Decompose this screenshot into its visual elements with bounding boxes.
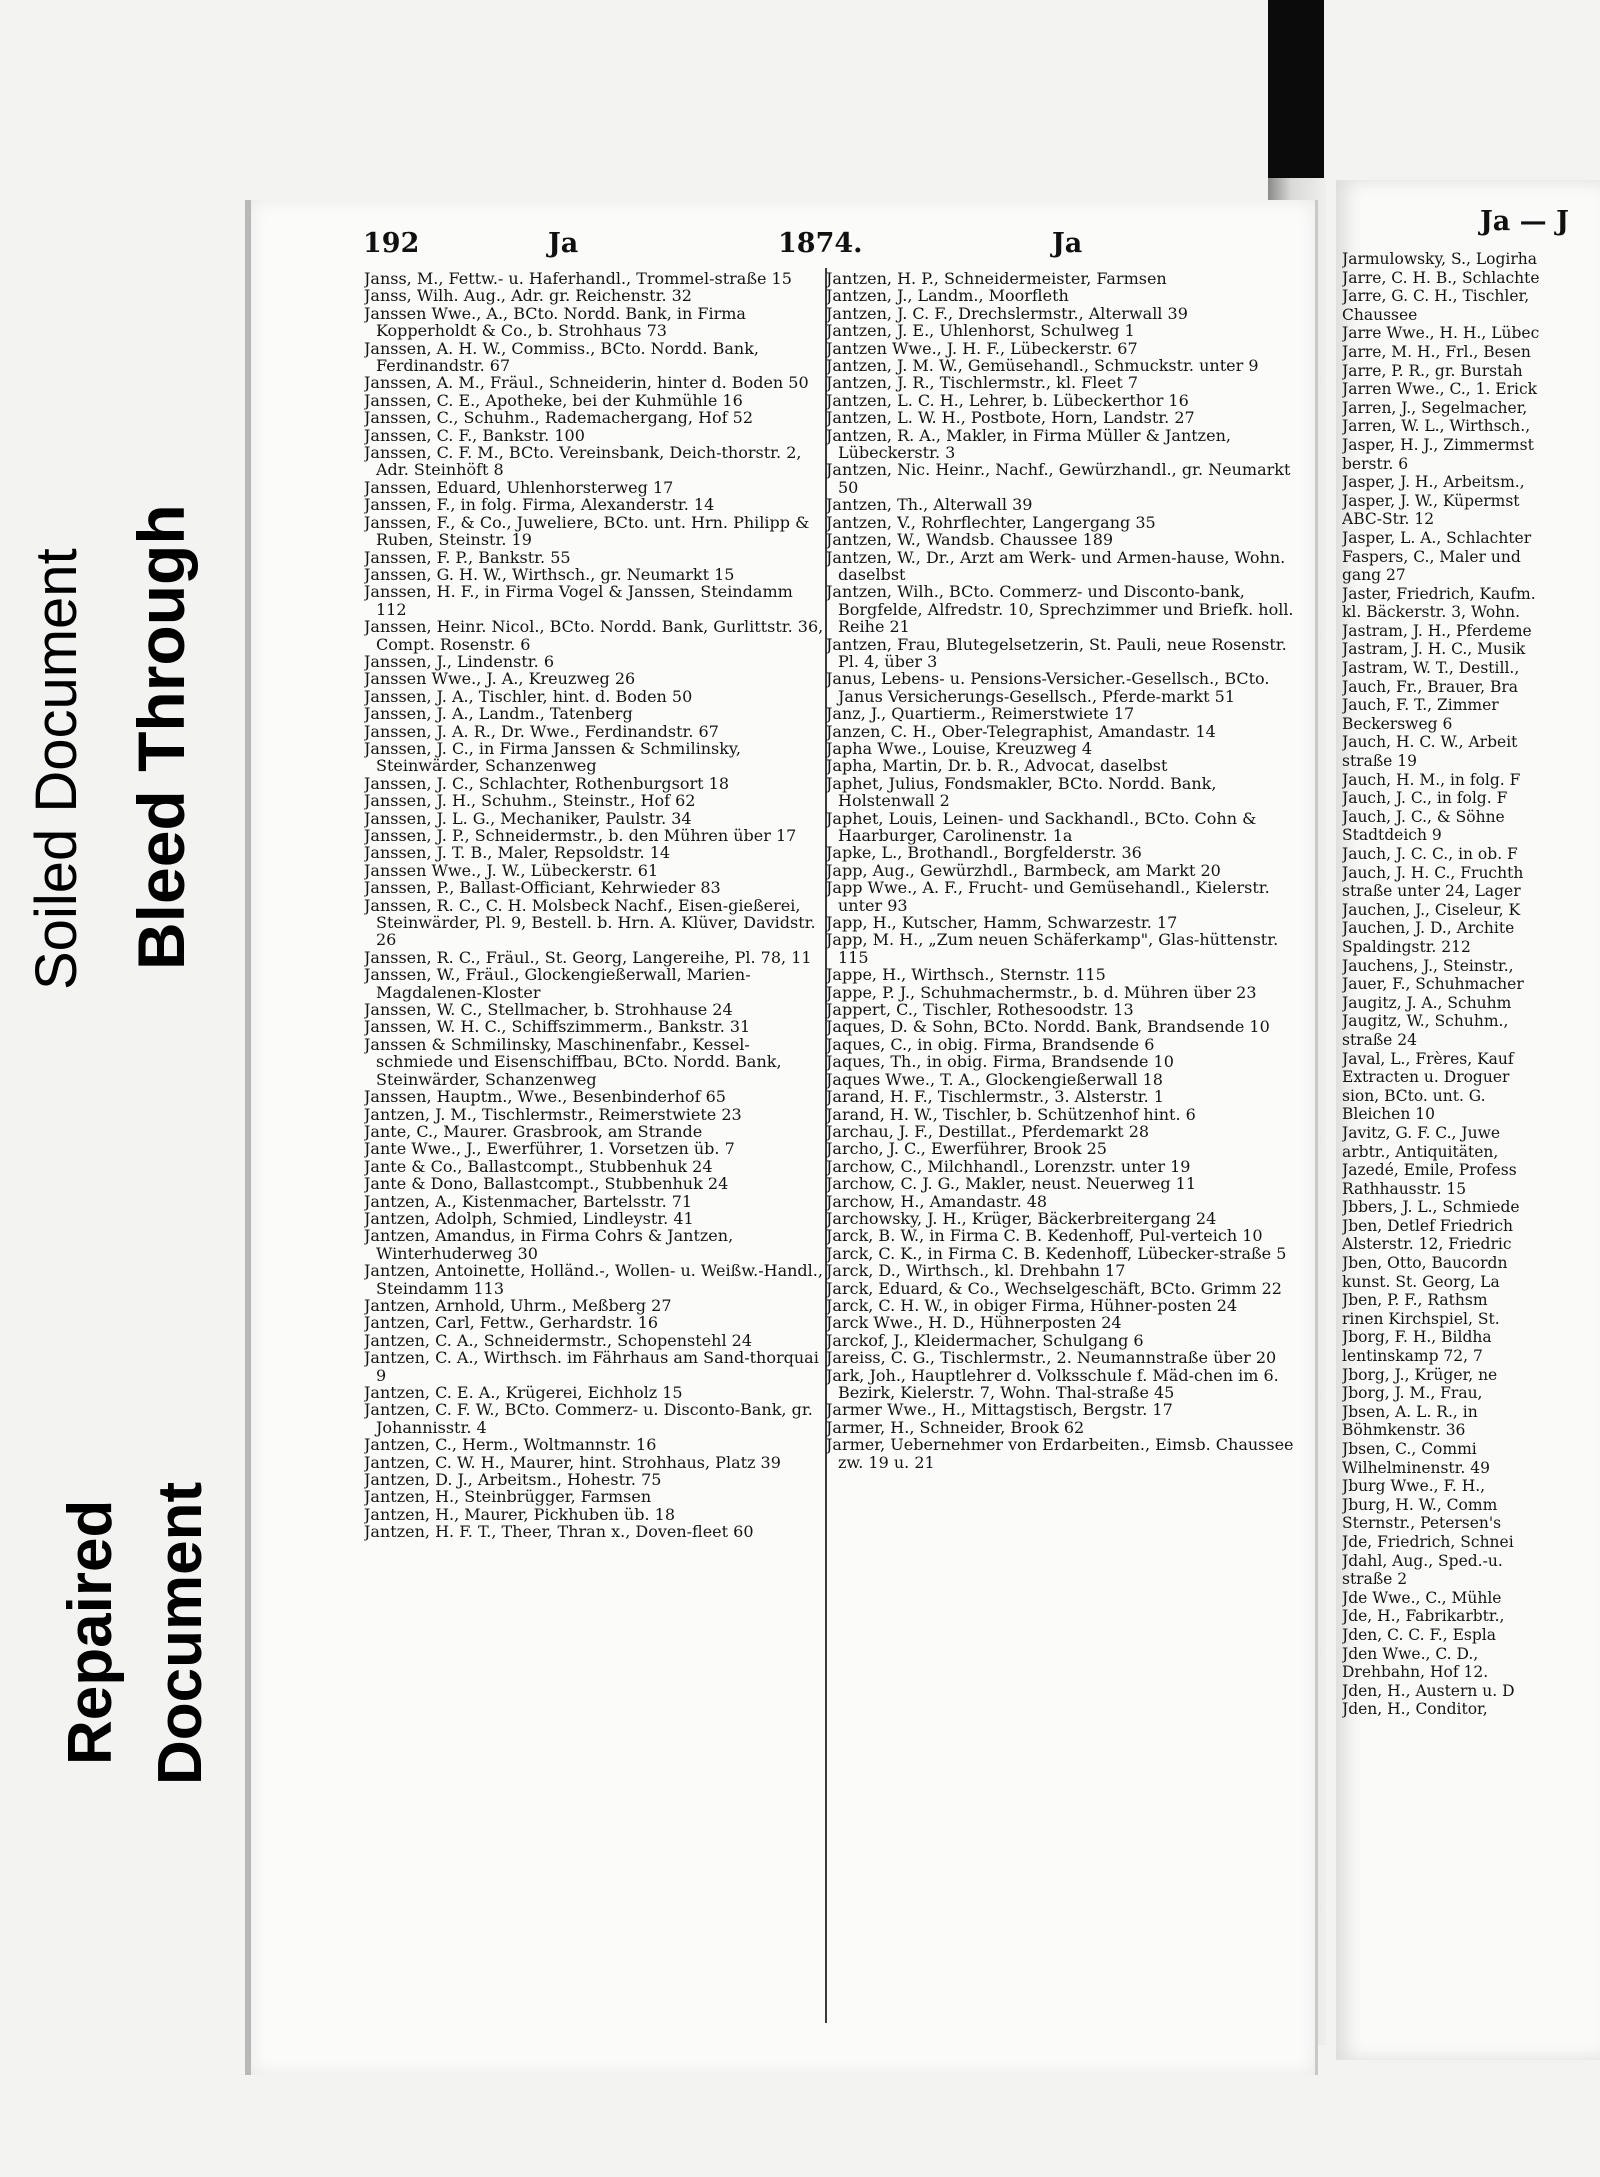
directory-entry: Jantzen, H., Steinbrügger, Farmsen [364, 1487, 652, 1507]
directory-entry: Jarckof, J., Kleidermacher, Schulgang 6 [826, 1330, 1144, 1350]
directory-entry: Janssen, H. F., in Firma Vogel & Janssen, Steindamm 112 [364, 582, 793, 619]
directory-entry: Jde, Friedrich, Schnei [1342, 1532, 1514, 1551]
directory-entry: Janzen, C. H., Ober-Telegraphist, Amandastr. 14 [826, 721, 1216, 741]
directory-entry: Japke, L., Brothandl., Borgfelderstr. 36 [826, 843, 1142, 863]
directory-entry: straße unter 24, Lager [1342, 882, 1521, 901]
directory-entry: Jaques, D. & Sohn, BCto. Nordd. Bank, Brandsende 10 [826, 1017, 1270, 1037]
directory-entry: Jaques, C., in obig. Firma, Brandsende 6 [826, 1034, 1155, 1054]
directory-entry: Japp, Aug., Gewürzhdl., Barmbeck, am Markt 20 [826, 860, 1221, 880]
directory-entry: Chaussee [1342, 305, 1418, 324]
directory-entry: Janssen, C. E., Apotheke, bei der Kuhmühle 16 [364, 390, 743, 410]
directory-column-left [364, 270, 826, 2035]
directory-entry: Janssen, J. P., Schneidermstr., b. den Mühren über 17 [364, 826, 797, 845]
directory-entry: Jauch, H. C. W., Arbeit [1342, 733, 1518, 752]
directory-entry: Janssen, F. P., Bankstr. 55 [364, 547, 571, 567]
directory-entry: Jantzen, Arnhold, Uhrm., Meßberg 27 [364, 1295, 672, 1315]
directory-entry: Jantzen, J. M. W., Gemüsehandl., Schmuckstr. unter 9 [826, 356, 1259, 376]
directory-entry: straße 19 [1342, 752, 1418, 771]
directory-entry: Jantzen, Frau, Blutegelsetzerin, St. Pauli, neue Rosenstr. Pl. 4, über 3 [826, 634, 1287, 671]
directory-entry: berstr. 6 [1342, 454, 1409, 473]
directory-entry: Janssen Wwe., J. W., Lübeckerstr. 61 [364, 860, 659, 880]
directory-entry: Janssen, Hauptm., Wwe., Besenbinderhof 65 [364, 1087, 726, 1107]
directory-entry: Jantzen Wwe., J. H. F., Lübeckerstr. 67 [826, 338, 1138, 358]
directory-entry: Janssen, J. L. G., Mechaniker, Paulstr. 34 [364, 808, 692, 828]
directory-entry: Jben, Detlef Friedrich [1342, 1216, 1514, 1235]
directory-entry: Jarre, M. H., Frl., Besen [1342, 342, 1531, 361]
directory-entry: Jarre Wwe., H. H., Lübec [1342, 324, 1540, 343]
directory-entry: kunst. St. Georg, La [1342, 1272, 1500, 1291]
directory-entry: arbtr., Antiquitäten, [1342, 1142, 1499, 1161]
directory-entry: Jarren Wwe., C., 1. Erick [1342, 380, 1538, 399]
directory-entry: Japhet, Julius, Fondsmakler, BCto. Nordd. Bank, Holstenwall 2 [826, 773, 1217, 811]
directory-entry: Jburg Wwe., F. H., [1342, 1477, 1486, 1496]
directory-column-right [1342, 250, 1600, 2055]
directory-entry: Janssen Wwe., A., BCto. Nordd. Bank, in Firma Kopperholdt & Co., b. Strohhaus 73 [364, 303, 746, 341]
directory-entry: Janssen, G. H. W., Wirthsch., gr. Neumarkt 15 [364, 564, 735, 584]
directory-entry: Jauch, J. C., in folg. F [1342, 789, 1508, 808]
directory-entry: Japhet, Louis, Leinen- und Sackhandl., BCto. Cohn & Haarburger, Carolinenstr. 1a [826, 808, 1257, 845]
directory-entry: Beckersweg 6 [1342, 714, 1453, 733]
directory-entry: Jark, Joh., Hauptlehrer d. Volksschule f. Mäd-chen im 6. Bezirk, Kielerstr. 7, Wohn. Thal-straße 45 [826, 1365, 1279, 1402]
directory-entry: Jarchau, J. F., Destillat., Pferdemarkt 28 [826, 1121, 1150, 1141]
directory-entry: Jarcho, J. C., Ewerführer, Brook 25 [826, 1139, 1107, 1159]
directory-entry: Jappe, H., Wirthsch., Sternstr. 115 [826, 965, 1106, 985]
directory-entry: Janssen, A. H. W., Commiss., BCto. Nordd. Bank, Ferdinandstr. 67 [364, 338, 759, 376]
directory-entry: Jben, P. F., Rathsm [1342, 1291, 1488, 1310]
directory-entry: Jarren, J., Segelmacher, [1342, 398, 1528, 417]
directory-entry: Jaster, Friedrich, Kaufm. [1342, 584, 1536, 603]
directory-entry: Janss, M., Fettw.- u. Haferhandl., Trommel-straße 15 [364, 270, 792, 288]
directory-entry: Jden, C. C. F., Espla [1342, 1625, 1496, 1644]
directory-entry: Jantzen, Antoinette, Holländ.-, Wollen- u. Weißw.-Handl., Steindamm 113 [364, 1261, 823, 1298]
directory-entry: Jauch, J. C., & Söhne [1342, 807, 1505, 826]
directory-entry: Jantzen, W., Wandsb. Chaussee 189 [826, 530, 1114, 550]
directory-entry: Jante, C., Maurer. Grasbrook, am Strande [364, 1121, 703, 1141]
directory-entry: Javal, L., Frères, Kauf [1342, 1049, 1514, 1068]
directory-entry: Jantzen, H., Maurer, Pickhuben üb. 18 [364, 1504, 676, 1524]
directory-entry: Jantzen, J. C. F., Drechslermstr., Alterwall 39 [826, 303, 1188, 323]
directory-entry: Jarre, P. R., gr. Burstah [1342, 361, 1523, 380]
directory-entry: Janssen, C. F., Bankstr. 100 [364, 425, 585, 445]
directory-entry: Spaldingstr. 212 [1342, 937, 1471, 956]
directory-entry: Jastram, W. T., Destill., [1342, 659, 1520, 678]
directory-entry: Jarck, C. K., in Firma C. B. Kedenhoff, Lübecker-straße 5 [826, 1243, 1287, 1263]
directory-entry: sion, BCto. unt. G. [1342, 1086, 1486, 1105]
directory-entry: Jarmer, H., Schneider, Brook 62 [826, 1417, 1085, 1437]
directory-entry: Extracten u. Droguer [1342, 1068, 1510, 1087]
directory-entry: Jantzen, Nic. Heinr., Nachf., Gewürzhandl., gr. Neumarkt 50 [826, 460, 1291, 497]
directory-entry: Jappe, P. J., Schuhmachermstr., b. d. Mühren über 23 [826, 982, 1257, 1002]
directory-entry: Jarck, Eduard, & Co., Wechselgeschäft, BCto. Grimm 22 [826, 1278, 1282, 1298]
directory-entry: Janssen, J. C., Schlachter, Rothenburgsort 18 [364, 773, 729, 793]
directory-entry: Janssen, Eduard, Uhlenhorsterweg 17 [364, 477, 674, 497]
directory-entry: rinen Kirchspiel, St. [1342, 1309, 1500, 1328]
directory-entry: Böhmkenstr. 36 [1342, 1421, 1466, 1440]
directory-entry: Janssen, C., Schuhm., Rademachergang, Hof 52 [364, 408, 754, 428]
directory-entry: Janssen, J., Lindenstr. 6 [364, 651, 554, 671]
directory-entry: Jburg, H. W., Comm [1342, 1495, 1498, 1514]
directory-entry: Jantzen, W., Dr., Arzt am Werk- und Armen-hause, Wohn. daselbst [826, 547, 1286, 584]
directory-entry: Jarmer, Uebernehmer von Erdarbeiten., Eimsb. Chaussee zw. 19 u. 21 [826, 1435, 1294, 1472]
directory-entry: kl. Bäckerstr. 3, Wohn. [1342, 603, 1521, 622]
directory-entry: Jarck, C. H. W., in obiger Firma, Hühner-posten 24 [826, 1295, 1238, 1315]
directory-entry: Jarand, H. W., Tischler, b. Schützenhof hint. 6 [826, 1104, 1196, 1124]
directory-entry: Jante & Co., Ballastcompt., Stubbenhuk 24 [364, 1156, 713, 1176]
directory-entry: Jauchen, J. D., Archite [1342, 919, 1515, 938]
directory-entry: Jarck, D., Wirthsch., kl. Drehbahn 17 [826, 1261, 1126, 1281]
directory-entry: Jantzen, C. E. A., Krügerei, Eichholz 15 [364, 1383, 683, 1402]
directory-entry: Jante Wwe., J., Ewerführer, 1. Vorsetzen üb. 7 [364, 1139, 735, 1159]
directory-entry: Jde Wwe., C., Mühle [1342, 1588, 1502, 1607]
next-page-header: Ja — J [1480, 206, 1569, 237]
directory-entry: Janssen, P., Ballast-Officiant, Kehrwieder 83 [364, 878, 721, 898]
directory-entry: Jasper, J. H., Arbeitsm., [1342, 473, 1525, 492]
repaired-document-label: Document [146, 1481, 215, 1785]
directory-entry: Jantzen, L. C. H., Lehrer, b. Lübeckerthor 16 [826, 390, 1189, 410]
directory-entry: Janz, J., Quartierm., Reimerstwiete 17 [826, 704, 1135, 724]
directory-entry: Jantzen, C. A., Wirthsch. im Fährhaus am Sand-thorquai 9 [364, 1348, 819, 1385]
directory-entry: Drehbahn, Hof 12. [1342, 1663, 1489, 1682]
directory-entry: Jazedé, Emile, Profess [1342, 1161, 1517, 1180]
directory-entry: Jaugitz, W., Schuhm., [1342, 1012, 1509, 1031]
directory-entry: straße 2 [1342, 1570, 1408, 1589]
directory-entry: Jastram, J. H. C., Musik [1342, 640, 1526, 659]
directory-entry: ABC-Str. 12 [1342, 510, 1435, 529]
directory-entry: Rathhausstr. 15 [1342, 1179, 1467, 1198]
header-key-left: Ja [548, 228, 579, 259]
directory-entry: Jantzen, J., Landm., Moorfleth [826, 286, 1069, 306]
directory-entry: Stadtdeich 9 [1342, 826, 1442, 845]
directory-entry: Jantzen, Carl, Fettw., Gerhardstr. 16 [364, 1313, 659, 1333]
directory-entry: Alsterstr. 12, Friedric [1342, 1235, 1512, 1254]
directory-entry: Bleichen 10 [1342, 1105, 1435, 1124]
directory-entry: Wilhelminenstr. 49 [1342, 1458, 1490, 1477]
header-key-right: Ja [1052, 228, 1083, 259]
directory-entry: Jborg, J., Krüger, ne [1342, 1365, 1498, 1384]
directory-entry: Jaugitz, J. A., Schuhm [1342, 993, 1512, 1012]
directory-entry: Jantzen, V., Rohrflechter, Langergang 35 [826, 512, 1156, 532]
directory-entry: Jaques Wwe., T. A., Glockengießerwall 18 [826, 1069, 1163, 1089]
bleed-through-label: Bleed Through [124, 504, 198, 970]
page-number: 192 [363, 228, 420, 259]
directory-entry: Jantzen, C. W. H., Maurer, hint. Strohhaus, Platz 39 [364, 1452, 781, 1472]
directory-entry: Jasper, L. A., Schlachter [1342, 528, 1532, 547]
directory-entry: Janssen, W. C., Stellmacher, b. Strohhause 24 [364, 1000, 733, 1020]
directory-entry: Jasper, H. J., Zimmermst [1342, 435, 1534, 454]
directory-entry: Jdahl, Aug., Sped.-u. [1342, 1551, 1503, 1570]
directory-entry: Jantzen, H. F. T., Theer, Thran x., Doven-fleet 60 [364, 1522, 754, 1542]
directory-entry: Jarmulowsky, S., Logirha [1342, 250, 1537, 268]
directory-entry: Jantzen, A., Kistenmacher, Bartelsstr. 71 [364, 1191, 693, 1211]
directory-entry: Jborg, F. H., Bildha [1342, 1328, 1492, 1347]
directory-entry: Jantzen, L. W. H., Postbote, Horn, Landstr. 27 [826, 408, 1195, 428]
directory-entry: Jantzen, J. R., Tischlermstr., kl. Fleet 7 [826, 373, 1139, 393]
directory-column-middle [826, 270, 1310, 2035]
directory-entry: Japp, H., Kutscher, Hamm, Schwarzestr. 17 [826, 913, 1178, 933]
directory-entry: Jantzen, Amandus, in Firma Cohrs & Jantzen, Winterhuderweg 30 [364, 1226, 734, 1263]
directory-entry: Janssen Wwe., J. A., Kreuzweg 26 [364, 669, 636, 689]
directory-entry: Jben, Otto, Baucordn [1342, 1254, 1508, 1273]
directory-entry: Jbsen, C., Commi [1342, 1440, 1477, 1458]
directory-entry: Jappert, C., Tischler, Rothesoodstr. 13 [826, 1000, 1134, 1020]
directory-entry: Japha Wwe., Louise, Kreuzweg 4 [826, 738, 1092, 758]
soiled-document-label: Soiled Document [24, 548, 89, 990]
directory-entry: Jauch, F. T., Zimmer [1342, 696, 1499, 715]
directory-entry: Janssen, F., & Co., Juweliere, BCto. unt. Hrn. Philipp & Ruben, Steinstr. 19 [364, 512, 810, 550]
directory-entry: Jauch, H. M., in folg. F [1342, 770, 1521, 789]
directory-entry: Jauch, Fr., Brauer, Bra [1342, 677, 1518, 696]
directory-entry: Jarchowsky, J. H., Krüger, Bäckerbreitergang 24 [826, 1208, 1217, 1228]
directory-entry: Jastram, J. H., Pferdeme [1342, 621, 1532, 640]
directory-entry: Janssen, J. A. R., Dr. Wwe., Ferdinandstr. 67 [364, 721, 719, 741]
directory-entry: Jauchen, J., Ciseleur, K [1342, 900, 1521, 919]
directory-entry: Jantzen, C. F. W., BCto. Commerz- u. Disconto-Bank, gr. Johannisstr. 4 [364, 1400, 813, 1437]
directory-entry: Janssen, J. A., Tischler, hint. d. Boden 50 [364, 686, 693, 706]
directory-entry: Jarchow, H., Amandastr. 48 [826, 1191, 1048, 1211]
directory-entry: Jarren, W. L., Wirthsch., [1342, 417, 1531, 436]
directory-entry: Javitz, G. F. C., Juwe [1342, 1123, 1501, 1142]
directory-entry: Jareiss, C. G., Tischlermstr., 2. Neumannstraße über 20 [826, 1348, 1277, 1368]
directory-entry: Jarand, H. F., Tischlermstr., 3. Alsterstr. 1 [826, 1087, 1164, 1107]
directory-entry: Jden Wwe., C. D., [1342, 1644, 1479, 1663]
directory-entry: Jarchow, C. J. G., Makler, neust. Neuerweg 11 [826, 1174, 1197, 1194]
directory-entry: Janssen, R. C., C. H. Molsbeck Nachf., Eisen-gießerei, Steinwärder, Pl. 9, Bestell. b. Hrn. A. Klüver, Davidstr. 26 [364, 895, 816, 950]
directory-entry: Jarchow, C., Milchhandl., Lorenzstr. unter 19 [826, 1156, 1191, 1176]
directory-entry: Jden, H., Austern u. D [1342, 1681, 1515, 1700]
directory-entry: Janssen, J. T. B., Maler, Repsoldstr. 14 [364, 843, 671, 863]
directory-entry: Jantzen, J. E., Uhlenhorst, Schulweg 1 [826, 321, 1135, 341]
directory-entry: Jaques, Th., in obig. Firma, Brandsende 10 [826, 1052, 1174, 1072]
directory-entry: Janssen & Schmilinsky, Maschinenfabr., Kessel-schmiede und Eisenschiffbau, BCto. Nordd. Bank, Steinwärder, Schanzenweg [364, 1034, 782, 1089]
directory-entry: Jantzen, Adolph, Schmied, Lindleystr. 41 [364, 1208, 694, 1228]
directory-entry: Jasper, J. W., Küpermst [1342, 491, 1520, 510]
directory-entry: Janss, Wilh. Aug., Adr. gr. Reichenstr. 32 [364, 286, 692, 306]
directory-entry: Janssen, F., in folg. Firma, Alexanderstr. 14 [364, 495, 715, 515]
directory-entry: Jarre, G. C. H., Tischler, [1342, 287, 1530, 306]
directory-entry: Jborg, J. M., Frau, [1342, 1384, 1483, 1403]
directory-entry: Jantzen, J. M., Tischlermstr., Reimerstwiete 23 [364, 1104, 742, 1124]
directory-entry: gang 27 [1342, 566, 1406, 585]
directory-entry: Japp, M. H., „Zum neuen Schäferkamp", Glas-hüttenstr. 115 [826, 930, 1279, 967]
book-binding-top [1268, 0, 1324, 178]
directory-entry: Japp Wwe., A. F., Frucht- und Gemüsehandl., Kielerstr. unter 93 [826, 878, 1270, 915]
directory-entry: Janssen, R. C., Fräul., St. Georg, Langereihe, Pl. 78, 11 [364, 947, 812, 967]
directory-entry: Sternstr., Petersen's [1342, 1514, 1502, 1533]
directory-entry: Jantzen, Wilh., BCto. Commerz- und Disconto-bank, Borgfelde, Alfredstr. 10, Sprechzimmer und Briefk. holl. Reihe 21 [826, 582, 1294, 637]
directory-entry: Jde, H., Fabrikarbtr., [1342, 1607, 1505, 1626]
directory-entry: Jantzen, C. A., Schneidermstr., Schopenstehl 24 [364, 1330, 753, 1350]
directory-entry: Jauch, J. H. C., Fruchth [1342, 863, 1524, 882]
directory-entry: Jantzen, R. A., Makler, in Firma Müller & Jantzen, Lübeckerstr. 3 [826, 425, 1231, 463]
directory-entry: Jarck, B. W., in Firma C. B. Kedenhoff, Pul-verteich 10 [826, 1226, 1263, 1246]
directory-entry: Jauchens, J., Steinstr., [1342, 956, 1514, 975]
directory-entry: Jden, H., Conditor, [1342, 1700, 1488, 1719]
directory-entry: lentinskamp 72, 7 [1342, 1347, 1483, 1366]
directory-entry: Jbbers, J. L., Schmiede [1342, 1198, 1520, 1217]
directory-entry: Janssen, A. M., Fräul., Schneiderin, hinter d. Boden 50 [364, 373, 809, 393]
directory-entry: Jantzen, C., Herm., Woltmannstr. 16 [364, 1435, 657, 1455]
directory-entry: Jantzen, D. J., Arbeitsm., Hohestr. 75 [364, 1470, 662, 1490]
directory-entry: Faspers, C., Maler und [1342, 547, 1521, 566]
directory-entry: Jantzen, H. P., Schneidermeister, Farmsen [826, 270, 1167, 288]
directory-entry: Jarmer Wwe., H., Mittagstisch, Bergstr. 17 [826, 1400, 1173, 1420]
header-year: 1874. [778, 228, 863, 259]
directory-entry: Japha, Martin, Dr. b. R., Advocat, daselbst [826, 756, 1168, 776]
directory-entry: Janssen, J. H., Schuhm., Steinstr., Hof 62 [364, 791, 696, 811]
directory-entry: Janssen, C. F. M., BCto. Vereinsbank, Deich-thorstr. 2, Adr. Steinhöft 8 [364, 443, 802, 480]
directory-entry: Janus, Lebens- u. Pensions-Versicher.-Gesellsch., BCto. Janus Versicherungs-Gesellsch., Pferde-markt 51 [826, 669, 1270, 706]
directory-entry: Janssen, W. H. C., Schiffszimmerm., Bankstr. 31 [364, 1017, 751, 1037]
directory-entry: Jantzen, Th., Alterwall 39 [826, 495, 1033, 515]
directory-entry: Janssen, Heinr. Nicol., BCto. Nordd. Bank, Gurlittstr. 36, Compt. Rosenstr. 6 [364, 617, 824, 654]
directory-entry: Jarre, C. H. B., Schlachte [1342, 268, 1540, 287]
directory-entry: Jauch, J. C. C., in ob. F [1342, 845, 1518, 863]
directory-entry: Janssen, W., Fräul., Glockengießerwall, Marien-Magdalenen-Kloster [364, 965, 751, 1002]
directory-entry: Jarck Wwe., H. D., Hühnerposten 24 [826, 1313, 1122, 1333]
directory-entry: Jante & Dono, Ballastcompt., Stubbenhuk 24 [364, 1174, 729, 1194]
directory-entry: Janssen, J. A., Landm., Tatenberg [364, 704, 633, 724]
directory-entry: Jbsen, A. L. R., in [1342, 1402, 1478, 1421]
repaired-label: Repaired [56, 1499, 125, 1765]
directory-entry: Jauer, F., Schuhmacher [1342, 975, 1524, 994]
directory-entry: straße 24 [1342, 1030, 1418, 1049]
directory-entry: Janssen, J. C., in Firma Janssen & Schmilinsky, Steinwärder, Schanzenweg [364, 738, 741, 776]
